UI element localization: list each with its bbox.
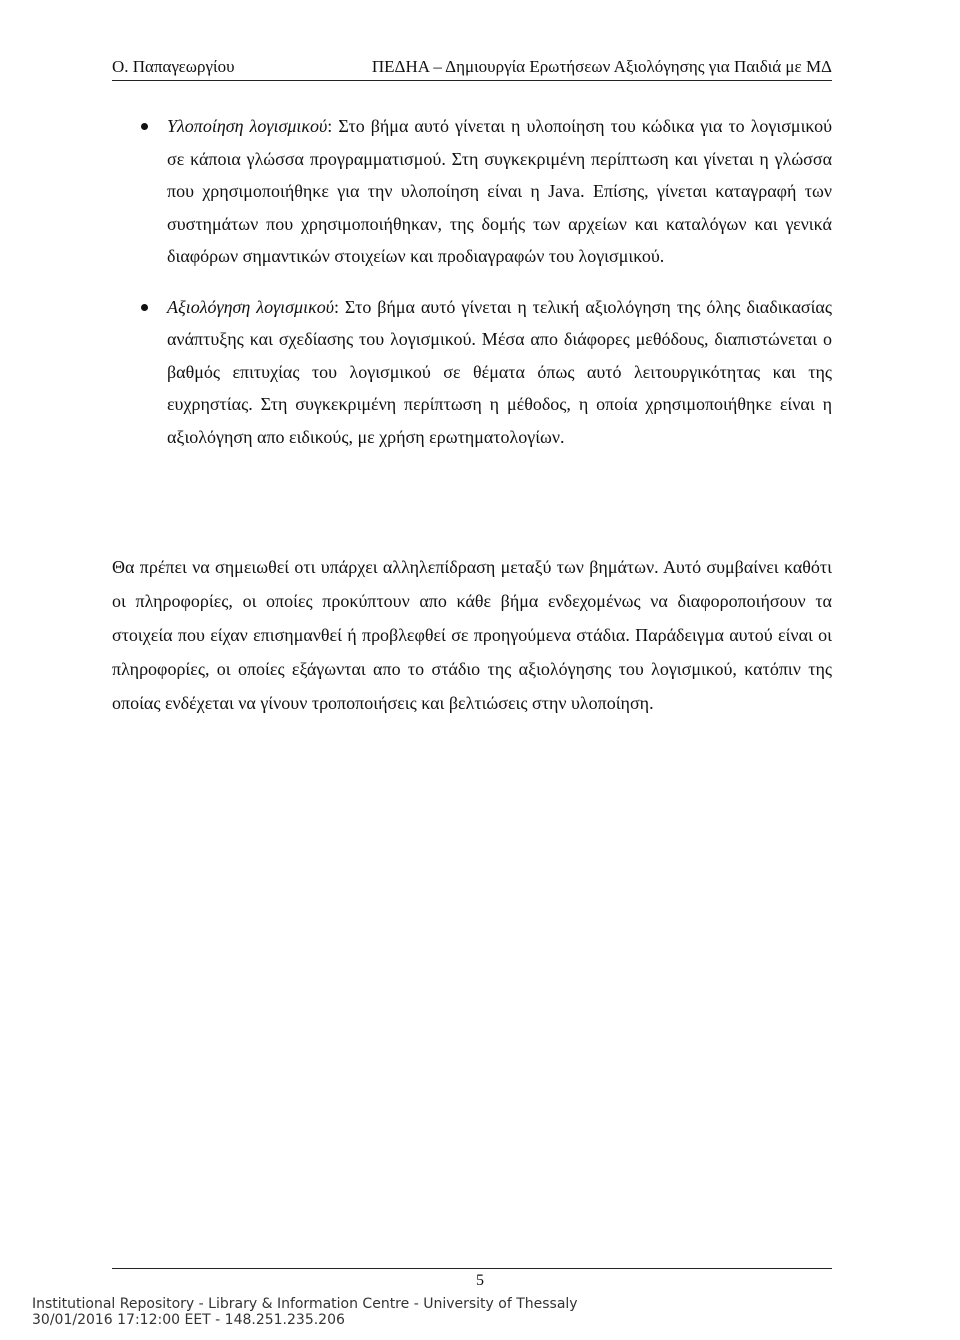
bullet-text: : Στο βήμα αυτό γίνεται η υλοποίηση του κώδικα για το λογισμικού σε κάποια γλώσσα προγραμματισμού. Στη συγκεκριμένη περίπτωση και γίνεται η γλώσσα που χρησιμοποιήθηκε για την υλοποίηση είναι η Java. Επίσης, γίνεται καταγραφή των συστημάτων που χρησιμοποιήθηκαν, της δομής των αρχείων και καταλόγων και γενικά διαφόρων σημαντικών στοιχείων και προδιαγραφών του λογισμικού. — [167, 116, 833, 266]
list-item — [112, 110, 832, 273]
bullet-list — [112, 110, 832, 471]
body-paragraph: Θα πρέπει να σημειωθεί οτι υπάρχει αλληλεπίδραση μεταξύ των βημάτων. Αυτό συμβαίνει καθότι οι πληροφορίες, οι οποίες προκύπτουν απο κάθε βήμα ενδεχομένως να διαφοροποιήσουν τα στοιχεία που είχαν επισημανθεί ή προβλεφθεί σε προηγούμενα στάδια. Παράδειγμα αυτού είναι οι πληροφορίες, οι οποίες εξάγωνται απο το στάδιο της αξιολόγησης του λογισμικού, κατόπιν της οποίας ενδέχεται να γίνουν τροποποιήσεις και βελτιώσεις στην υλοποίηση. — [112, 557, 832, 713]
bullet-icon — [141, 304, 148, 311]
header-running-title: ΠΕΔΗΑ – Δημιουργία Ερωτήσεων Αξιολόγησης για Παιδιά με ΜΔ — [371, 57, 832, 76]
bullet-text: : Στο βήμα αυτό γίνεται η τελική αξιολόγηση της όλης διαδικασίας ανάπτυξης και σχεδίασης του λογισμικού. Μέσα απο διάφορες μεθόδους, διαπιστώνεται ο βαθμός επιτυχίας του λογισμικού σε θέματα όπως αυτό λειτουργικότητας και της ευχρηστίας. Στη συγκεκριμένη περίπτωση η μέθοδος, η οποία χρησιμοποιήθηκε είναι η αξιολόγηση απο ειδικούς, με χρήση ερωτηματολογίων. — [167, 296, 832, 447]
bullet-term: Υλοποίηση λογισμικού — [167, 116, 328, 136]
repository-credit: Institutional Repository - Library & Information Centre - University of Thessaly — [32, 1296, 578, 1312]
page-number: 5 — [476, 1272, 484, 1289]
download-timestamp: 30/01/2016 17:12:00 EET - 148.251.235.206 — [32, 1312, 345, 1328]
bullet-icon — [141, 123, 148, 130]
footer-divider — [112, 1268, 832, 1269]
list-item — [112, 291, 832, 454]
bullet-term: Αξιολόγηση λογισμικού — [167, 296, 334, 317]
header-author: Ο. Παπαγεωργίου — [112, 57, 235, 76]
page-header — [112, 56, 832, 81]
